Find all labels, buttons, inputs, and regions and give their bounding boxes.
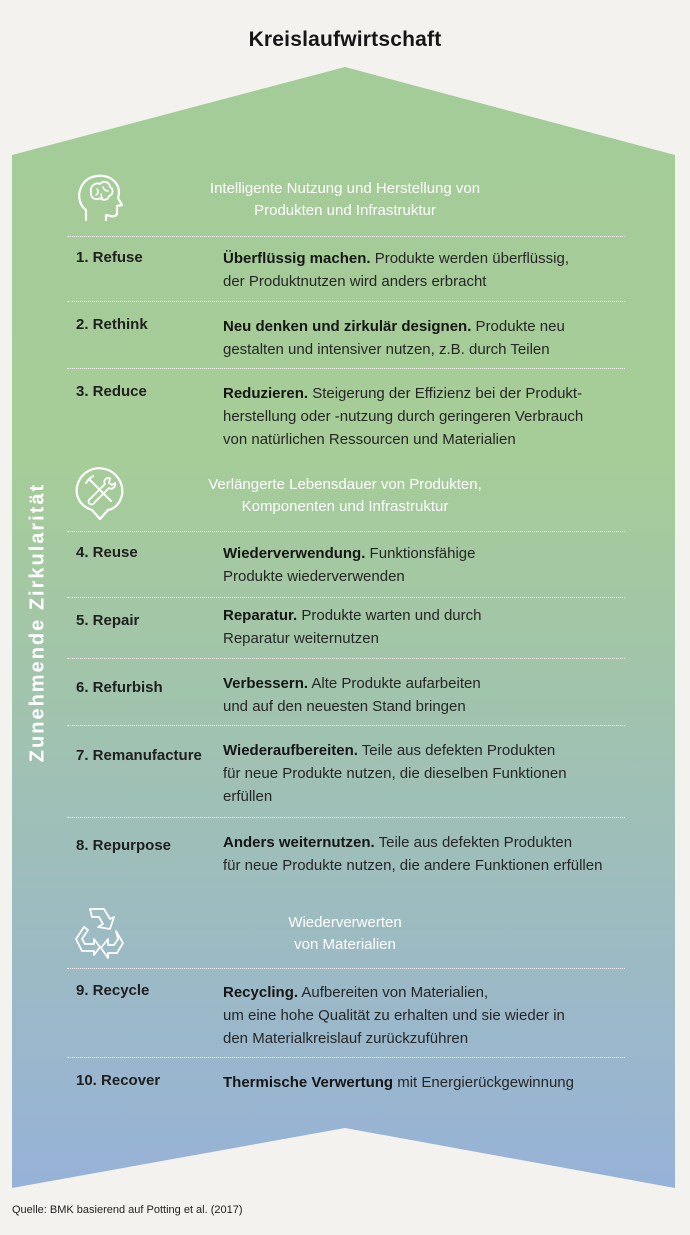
row-separator bbox=[67, 236, 625, 237]
row-description-recycle bbox=[223, 981, 643, 1050]
row-description-text: Produkte werden überflüssig, bbox=[370, 250, 569, 267]
row-description-bold: Anders weiternutzen. bbox=[223, 834, 375, 851]
diagram-title: Kreislaufwirtschaft bbox=[248, 28, 442, 51]
row-description-text: Steigerung der Effizienz bei der Produkt- bbox=[308, 385, 583, 402]
row-description-bold: Recycling. bbox=[223, 984, 299, 1001]
row-description-remanufacture bbox=[223, 739, 643, 808]
category-title-recycle-materials bbox=[175, 912, 515, 956]
row-description-text: Produkte wiederverwenden bbox=[223, 568, 405, 585]
category-title-line: Intelligente Nutzung und Herstellung von bbox=[209, 180, 481, 197]
category-title-line: Wiederverwerten bbox=[288, 914, 402, 931]
row-description-refurbish bbox=[223, 672, 643, 718]
row-description-text: Teile aus defekten Produkten bbox=[357, 742, 556, 759]
row-description-text: den Materialkreislauf zurückzuführen bbox=[223, 1030, 469, 1047]
row-label-reuse: 4. Reuse bbox=[76, 544, 138, 561]
row-description-text: für neue Produkte nutzen, die dieselben Funktionen bbox=[223, 765, 567, 782]
row-separator bbox=[67, 968, 625, 969]
category-title-line: von Materialien bbox=[294, 936, 396, 953]
row-description-bold: Wiederaufbereiten. bbox=[223, 742, 358, 759]
row-description-text: für neue Produkte nutzen, die andere Funktionen erfüllen bbox=[223, 857, 603, 874]
row-description-bold: Thermische Verwertung bbox=[223, 1074, 394, 1091]
row-description-reuse bbox=[223, 542, 643, 588]
category-title-line: Verlängerte Lebensdauer von Produkten, bbox=[208, 476, 482, 493]
row-description-text: Reparatur weiternutzen bbox=[223, 630, 379, 647]
category-title-line: Komponenten und Infrastruktur bbox=[241, 498, 449, 515]
row-description-text: Produkte warten und durch bbox=[297, 607, 482, 624]
row-separator bbox=[67, 301, 625, 302]
row-description-text: gestalten und intensiver nutzen, z.B. durch Teilen bbox=[223, 341, 550, 358]
row-label-remanufacture: 7. Remanufacture bbox=[76, 747, 202, 764]
row-description-text: herstellung oder -nutzung durch geringeren Verbrauch bbox=[223, 408, 584, 425]
source-note: Quelle: BMK basierend auf Potting et al. (2017) bbox=[12, 1204, 243, 1216]
row-description-text: Produkte neu bbox=[471, 318, 565, 335]
row-description-text: erfüllen bbox=[223, 788, 273, 805]
row-separator bbox=[67, 368, 625, 369]
row-label-rethink: 2. Rethink bbox=[76, 316, 148, 333]
recycle-icon bbox=[70, 905, 126, 961]
row-separator bbox=[67, 1057, 625, 1058]
row-description-bold: Neu denken und zirkulär designen. bbox=[223, 318, 472, 335]
row-label-refurbish: 6. Refurbish bbox=[76, 679, 163, 696]
row-description-bold: Reduzieren. bbox=[223, 385, 309, 402]
brain-head-icon bbox=[72, 168, 128, 224]
row-description-text: und auf den neuesten Stand bringen bbox=[223, 698, 466, 715]
row-description-repair bbox=[223, 604, 643, 650]
row-description-recover bbox=[223, 1071, 643, 1094]
row-separator bbox=[67, 658, 625, 659]
increasing-circularity-label: Zunehmende Zirkularität bbox=[26, 482, 49, 763]
row-description-text: Alte Produkte aufarbeiten bbox=[308, 675, 481, 692]
row-label-refuse: 1. Refuse bbox=[76, 249, 143, 266]
row-description-bold: Wiederverwendung. bbox=[223, 545, 366, 562]
row-separator bbox=[67, 725, 625, 726]
category-title-longer-life bbox=[175, 474, 515, 518]
row-description-text: Teile aus defekten Produkten bbox=[374, 834, 573, 851]
row-separator bbox=[67, 531, 625, 532]
row-description-text: der Produktnutzen wird anders erbracht bbox=[223, 273, 487, 290]
category-title-smart-use bbox=[175, 178, 515, 222]
row-description-text: von natürlichen Ressourcen und Materialien bbox=[223, 431, 516, 448]
row-description-text: um eine hohe Qualität zu erhalten und sie wieder in bbox=[223, 1007, 565, 1024]
category-title-line: Produkten und Infrastruktur bbox=[254, 202, 436, 219]
row-description-text: Funktionsfähige bbox=[365, 545, 476, 562]
row-label-reduce: 3. Reduce bbox=[76, 383, 147, 400]
row-description-bold: Verbessern. bbox=[223, 675, 309, 692]
row-description-text: Aufbereiten von Materialien, bbox=[298, 984, 489, 1001]
row-description-text: mit Energierückgewinnung bbox=[393, 1074, 574, 1091]
row-description-reduce bbox=[223, 382, 643, 451]
row-description-bold: Reparatur. bbox=[223, 607, 298, 624]
row-separator bbox=[67, 597, 625, 598]
row-label-recycle: 9. Recycle bbox=[76, 982, 150, 999]
row-label-repair: 5. Repair bbox=[76, 612, 140, 629]
tools-pin-icon bbox=[72, 464, 128, 520]
row-description-bold: Überflüssig machen. bbox=[223, 250, 371, 267]
row-label-recover: 10. Recover bbox=[76, 1072, 161, 1089]
row-description-repurpose bbox=[223, 831, 663, 877]
row-description-refuse bbox=[223, 247, 643, 293]
row-description-rethink bbox=[223, 315, 643, 361]
row-separator bbox=[67, 817, 625, 818]
row-label-repurpose: 8. Repurpose bbox=[76, 837, 172, 854]
